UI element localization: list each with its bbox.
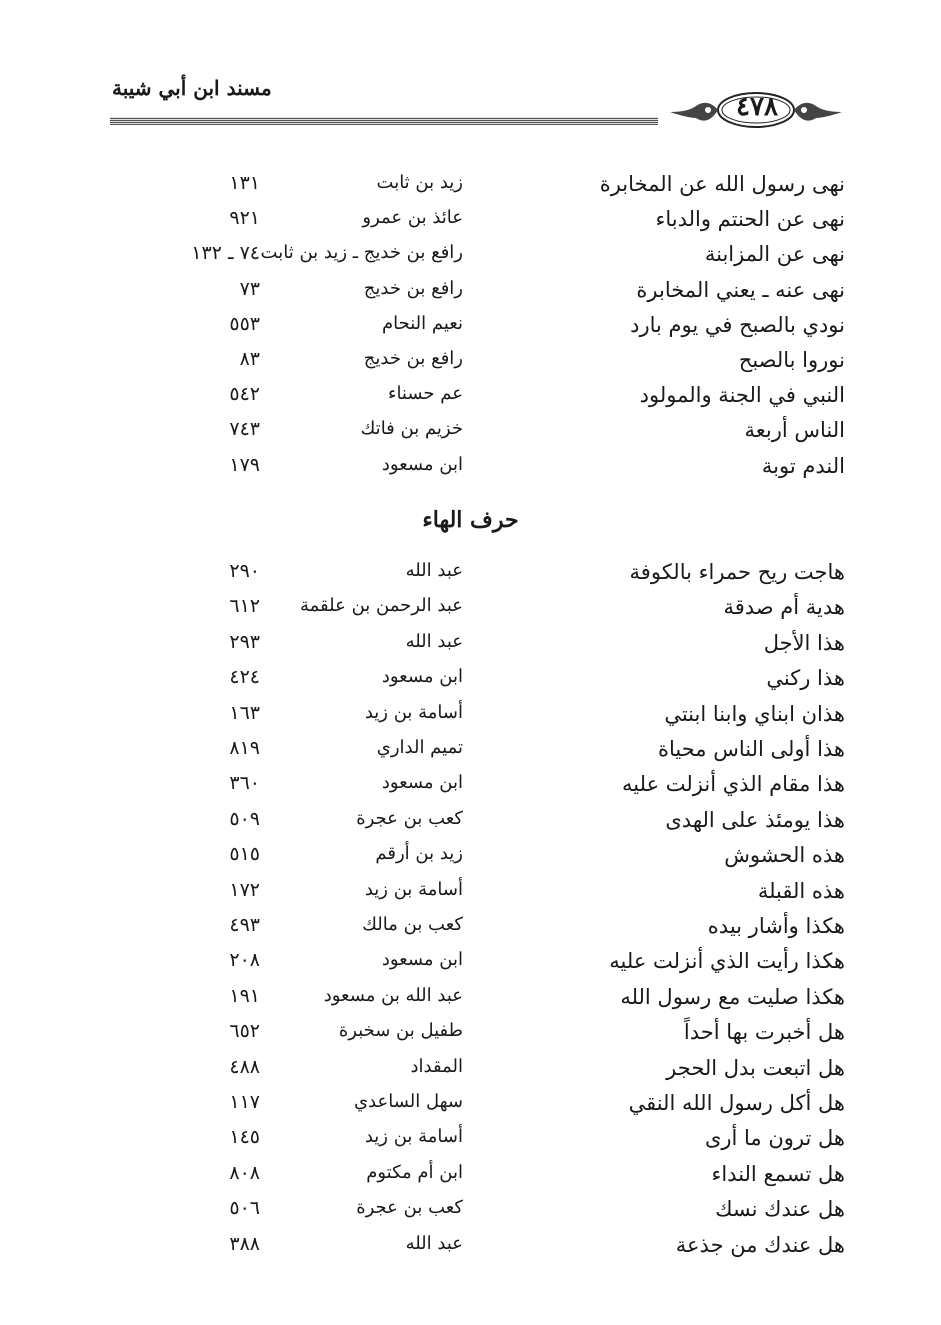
entry-phrase: هدية أم صدقة	[723, 595, 845, 620]
entry-phrase: هل عندك من جذعة	[675, 1232, 845, 1257]
entry-pages: ١٤٥	[229, 1126, 260, 1149]
index-entry	[0, 278, 941, 312]
entry-phrase: هكذا صليت مع رسول الله	[620, 984, 845, 1009]
entry-pages: ٢٩٠	[229, 560, 260, 582]
entry-pages: ١٧٢	[229, 878, 260, 901]
entry-narrator: أسامة بن زيد	[364, 878, 463, 900]
entry-pages: ١١٧	[229, 1091, 260, 1113]
index-entry	[0, 595, 941, 629]
entry-narrator: أسامة بن زيد	[364, 701, 463, 723]
entry-narrator: رافع بن خديج	[363, 277, 463, 299]
entry-phrase: هل أخبرت بها أحداً	[683, 1020, 845, 1045]
index-entry	[0, 631, 941, 665]
index-entry	[0, 1091, 941, 1125]
index-entry	[0, 560, 941, 594]
entry-phrase: نهى رسول الله عن المخابرة	[599, 172, 845, 196]
entry-narrator: كعب بن مالك	[362, 914, 463, 935]
entry-pages: ٤٨٨	[229, 1055, 260, 1078]
entry-pages: ٣٨٨	[229, 1232, 260, 1255]
entry-narrator: رافع بن خديج	[363, 348, 463, 369]
entry-phrase: هذا ركني	[766, 666, 845, 691]
index-entry	[0, 1197, 941, 1231]
entry-phrase: نوروا بالصبح	[738, 348, 845, 372]
entry-phrase: نودي بالصبح في يوم بارد	[630, 312, 845, 337]
entry-phrase: هل تسمع النداء	[711, 1161, 845, 1186]
entry-pages: ١٩١	[229, 984, 260, 1007]
entry-phrase: هذا الأجل	[763, 630, 845, 655]
entry-narrator: ابن مسعود	[381, 453, 463, 475]
entry-pages: ٤٩٣	[229, 914, 260, 936]
index-entry	[0, 985, 941, 1019]
entry-narrator: عبد الرحمن بن علقمة	[299, 595, 463, 617]
entry-pages: ١٣١	[229, 172, 260, 194]
entry-pages: ٥٠٦	[229, 1197, 260, 1220]
entry-pages: ١٧٩	[229, 453, 260, 476]
index-entry	[0, 172, 941, 206]
entry-pages: ٨٠٨	[229, 1161, 260, 1184]
index-entry	[0, 737, 941, 771]
index-entry	[0, 843, 941, 877]
entry-narrator: كعب بن عجرة	[356, 807, 463, 829]
index-entry	[0, 242, 941, 276]
entry-pages: ٧٣	[239, 277, 260, 300]
entry-phrase: هكذا وأشار بيده	[707, 914, 845, 938]
entry-phrase: الندم توبة	[761, 453, 845, 478]
entry-pages: ٨١٩	[229, 737, 260, 759]
index-entry	[0, 207, 941, 241]
index-entry	[0, 418, 941, 452]
entry-phrase: هل أكل رسول الله النقي	[628, 1091, 845, 1115]
entry-narrator: زيد بن ثابت	[376, 172, 463, 193]
entry-phrase: نهى عنه ـ يعني المخابرة	[636, 277, 845, 302]
entry-phrase: هل عندك نسك	[715, 1197, 845, 1222]
entry-pages: ١٦٣	[229, 701, 260, 724]
section-heading: حرف الهاء	[422, 507, 519, 533]
entry-phrase: هذان ابناي وابنا ابنتي	[664, 701, 845, 726]
entry-narrator: خزيم بن فاتك	[360, 418, 463, 440]
entry-pages: ٢٠٨	[229, 949, 260, 972]
index-entry	[0, 879, 941, 913]
entry-pages: ٦١٢	[229, 595, 260, 618]
entry-phrase: نهى عن الحنتم والدباء	[655, 207, 845, 232]
entry-narrator: عم حسناء	[387, 383, 463, 405]
index-entry	[0, 702, 941, 736]
entry-narrator: ابن مسعود	[381, 666, 463, 688]
index-entry	[0, 1020, 941, 1054]
entry-pages: ٥٤٢	[229, 383, 260, 406]
entry-phrase: هذا مقام الذي أنزلت عليه	[622, 772, 845, 797]
index-entry	[0, 666, 941, 700]
entry-pages: ٥٠٩	[229, 807, 260, 830]
entry-pages: ٥٥٣	[229, 312, 260, 335]
entry-narrator: عبد الله	[405, 630, 463, 652]
entry-pages: ٧٤٣	[229, 418, 260, 441]
entry-pages: ٢٩٣	[229, 630, 260, 653]
entry-narrator: عائذ بن عمرو	[362, 207, 463, 229]
index-entry	[0, 313, 941, 347]
entry-phrase: هل ترون ما أرى	[704, 1126, 845, 1151]
entry-pages: ٨٣	[239, 348, 260, 370]
entry-phrase: الناس أربعة	[744, 418, 845, 443]
entry-narrator: سهل الساعدي	[353, 1091, 463, 1112]
entry-phrase: هكذا رأيت الذي أنزلت عليه	[609, 949, 845, 974]
entry-narrator: المقداد	[410, 1055, 463, 1077]
entry-narrator: نعيم النحام	[382, 312, 463, 334]
entry-narrator: عبد الله	[405, 560, 463, 581]
index-entry	[0, 383, 941, 417]
entry-pages: ٧٤ ـ ١٣٢	[191, 242, 260, 265]
index-entry	[0, 772, 941, 806]
entry-narrator: تميم الداري	[376, 737, 463, 758]
index-entry	[0, 348, 941, 382]
entry-narrator: عبد الله بن مسعود	[323, 984, 463, 1006]
entry-phrase: هل اتبعت بدل الحجر	[666, 1055, 845, 1080]
index-entry	[0, 808, 941, 842]
entry-narrator: طفيل بن سخبرة	[338, 1020, 463, 1042]
entry-phrase: هذه الحشوش	[724, 843, 845, 868]
entry-pages: ٩٢١	[229, 207, 260, 230]
entry-narrator: أسامة بن زيد	[364, 1126, 463, 1148]
index-entry	[0, 914, 941, 948]
entry-phrase: هذا أولى الناس محياة	[658, 737, 845, 761]
entry-pages: ٦٥٢	[229, 1020, 260, 1043]
entry-narrator: ابن أم مكتوم	[366, 1161, 463, 1183]
entry-narrator: ابن مسعود	[381, 949, 463, 971]
entry-phrase: نهى عن المزابنة	[704, 242, 845, 267]
entry-phrase: هذا يومئذ على الهدى	[665, 807, 845, 832]
entry-narrator: رافع بن خديج ـ زيد بن ثابت	[260, 242, 463, 264]
entry-phrase: هاجت ريح حمراء بالكوفة	[629, 560, 845, 584]
entry-phrase: النبي في الجنة والمولود	[639, 383, 845, 408]
running-title: مسند ابن أبي شيبة	[112, 76, 272, 100]
entry-pages: ٣٦٠	[229, 772, 260, 795]
index-entry	[0, 1162, 941, 1196]
index-entry	[0, 1126, 941, 1160]
index-entry	[0, 1233, 941, 1267]
entry-narrator: زيد بن أرقم	[375, 843, 463, 865]
entry-pages: ٥١٥	[229, 843, 260, 866]
entry-narrator: كعب بن عجرة	[356, 1197, 463, 1219]
index-entry	[0, 454, 941, 488]
page-number: ٤٧٨	[736, 92, 778, 122]
entry-narrator: عبد الله	[405, 1232, 463, 1254]
entry-narrator: ابن مسعود	[381, 772, 463, 794]
entry-phrase: هذه القبلة	[757, 878, 845, 903]
entry-pages: ٤٢٤	[229, 666, 260, 689]
index-entry	[0, 1056, 941, 1090]
index-entry	[0, 949, 941, 983]
